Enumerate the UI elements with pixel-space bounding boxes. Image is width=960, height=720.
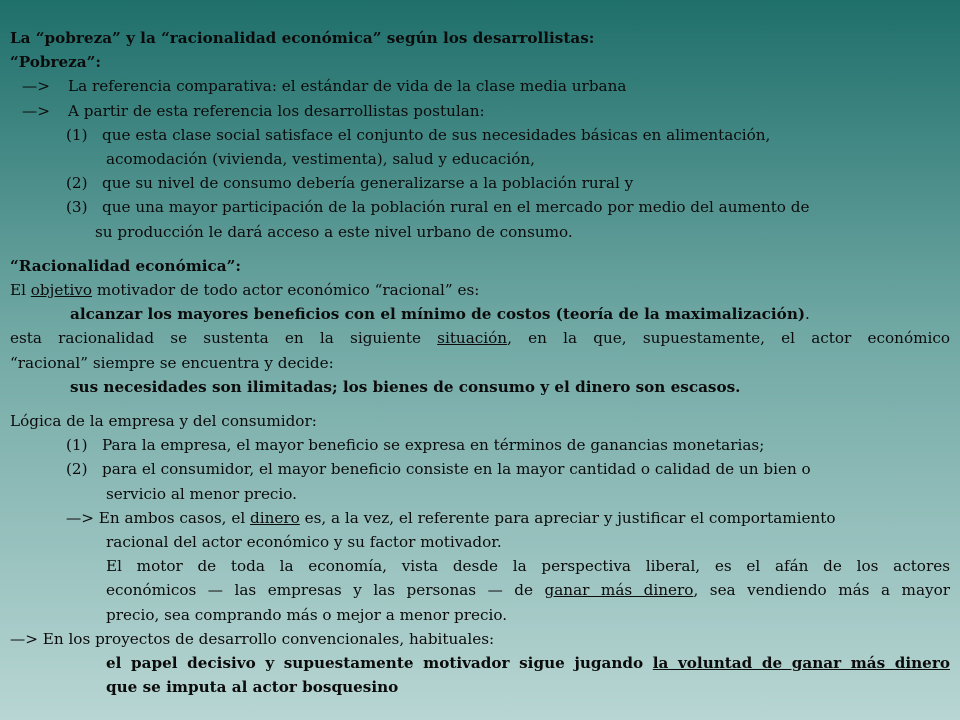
pobreza-item-1-cont: acomodación (vivienda, vestimenta), salud y educación,: [106, 150, 535, 169]
arrow-icon: —>: [22, 77, 50, 96]
racionalidad-title: “Racionalidad económica”:: [10, 256, 241, 275]
logica-item-1: (1) Para la empresa, el mayor beneficio se expresa en términos de ganancias monetarias;: [66, 436, 765, 455]
logica-title: Lógica de la empresa y del consumidor:: [10, 412, 317, 431]
logica-arrow-point: —> En ambos casos, el dinero es, a la vez, el referente para apreciar y justificar el comportamiento: [66, 508, 836, 527]
pobreza-item-2: (2) que su nivel de consumo debería generalizarse a la población rural y: [66, 174, 634, 193]
logica-item-2-cont: servicio al menor precio.: [106, 484, 297, 503]
logica-item-2: (2) para el consumidor, el mayor beneficio consiste en la mayor cantidad o calidad de un bien o: [66, 460, 811, 479]
pobreza-item-1: (1) que esta clase social satisface el conjunto de sus necesidades básicas en alimentación,: [66, 125, 771, 144]
arrow-icon: —>: [66, 508, 94, 527]
proyectos-line: —> En los proyectos de desarrollo convencionales, habituales:: [10, 629, 495, 648]
racionalidad-line-1: El objetivo motivador de todo actor económico “racional” es:: [10, 281, 480, 300]
pobreza-item-3-cont: su producción le dará acceso a este nivel urbano de consumo.: [95, 222, 573, 241]
pobreza-title: “Pobreza”:: [10, 53, 101, 72]
racionalidad-bold-2: sus necesidades son ilimitadas; los bienes de consumo y el dinero son escasos.: [70, 377, 741, 396]
pobreza-item-3: (3) que una mayor participación de la población rural en el mercado por medio del aumento de: [66, 198, 810, 217]
conclusion-block: el papel decisivo y supuestamente motivador sigue jugando la voluntad de ganar más dinero que se imputa al actor bosquesino: [106, 654, 950, 697]
arrow-icon: —>: [22, 101, 50, 120]
racionalidad-bold-1: alcanzar los mayores beneficios con el mínimo de costos (teoría de la maximalización).: [70, 305, 810, 324]
arrow-icon: —>: [10, 629, 38, 648]
pobreza-point-2: —> A partir de esta referencia los desarrollistas postulan:: [10, 99, 950, 123]
slide-heading: La “pobreza” y la “racionalidad económica” según los desarrollistas:: [10, 29, 595, 47]
racionalidad-line-4: “racional” siempre se encuentra y decide:: [10, 353, 334, 372]
logica-paragraph: El motor de toda la economía, vista desde la perspectiva liberal, es el afán de los actores económicos — las empresas y las personas — de ganar más dinero, sea vendiendo más a mayor precio, sea comprando más o mejor a menor precio.: [106, 557, 950, 624]
logica-arrow-point-cont: racional del actor económico y su factor motivador.: [106, 533, 502, 552]
pobreza-point-1: —> La referencia comparativa: el estándar de vida de la clase media urbana: [10, 74, 950, 98]
racionalidad-line-3: esta racionalidad se sustenta en la siguiente situación, en la que, supuestamente, el actor económico: [10, 329, 950, 348]
